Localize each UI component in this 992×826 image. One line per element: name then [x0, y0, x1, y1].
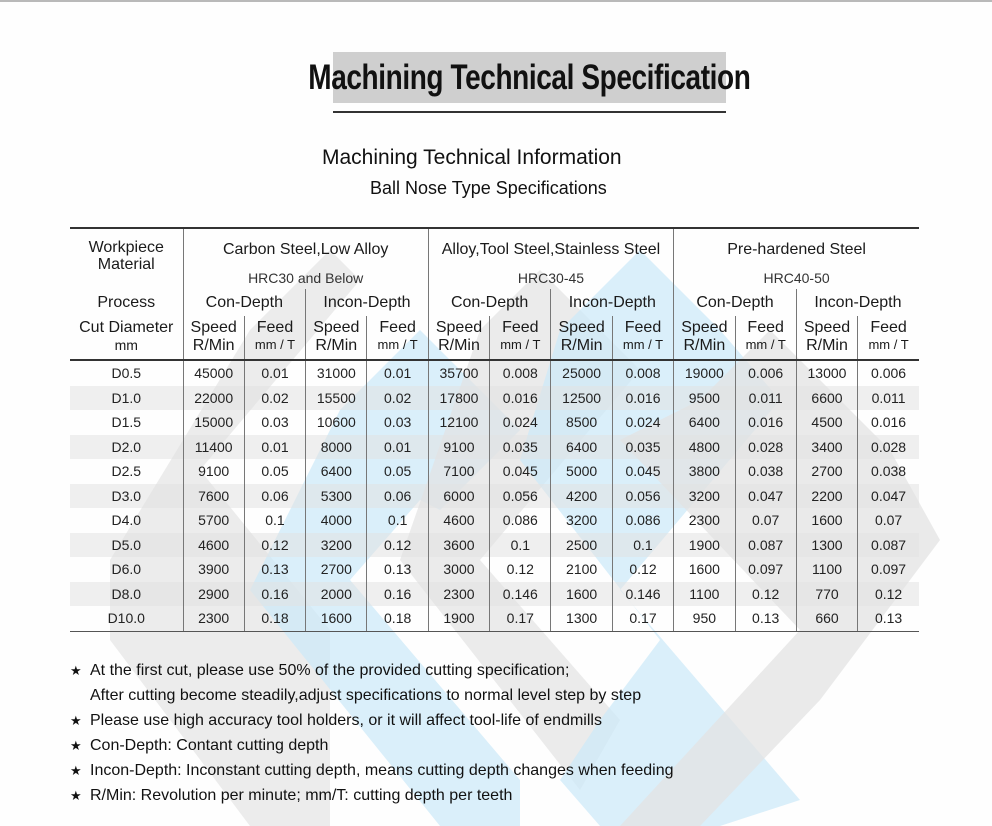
speed-cell: 950 — [674, 606, 735, 631]
speed-cell: 3400 — [796, 435, 857, 460]
feed-cell: 0.008 — [612, 360, 673, 386]
speed-unit: R/Min — [674, 337, 735, 360]
incon-depth-label: Incon-Depth — [551, 289, 674, 316]
feed-cell: 0.016 — [735, 410, 796, 435]
feed-cell: 0.06 — [244, 484, 305, 509]
speed-cell: 1600 — [674, 557, 735, 582]
speed-cell: 2300 — [183, 606, 244, 631]
note-text: Please use high accuracy tool holders, or it will affect tool-life of endmills — [90, 712, 602, 729]
feed-cell: 0.035 — [490, 435, 551, 460]
speed-cell: 17800 — [428, 386, 489, 411]
speed-cell: 1100 — [796, 557, 857, 582]
notes-list — [70, 660, 674, 810]
speed-cell: 2500 — [551, 533, 612, 558]
feed-cell: 0.047 — [735, 484, 796, 509]
feed-cell: 0.13 — [244, 557, 305, 582]
note-text: Incon-Depth: Inconstant cutting depth, means cutting depth changes when feeding — [90, 762, 674, 779]
cut-diameter-cell: D1.5 — [111, 414, 142, 431]
con-depth-label: Con-Depth — [674, 289, 797, 316]
speed-cell: 1600 — [306, 606, 367, 631]
feed-cell: 0.086 — [490, 508, 551, 533]
speed-cell: 2700 — [306, 557, 367, 582]
feed-cell: 0.06 — [367, 484, 428, 509]
speed-cell: 2700 — [796, 459, 857, 484]
material-name: Pre-hardened Steel — [674, 228, 919, 267]
hardness-row — [70, 267, 919, 289]
feed-cell: 0.13 — [367, 557, 428, 582]
feed-cell: 0.146 — [612, 582, 673, 607]
material-header-row — [70, 228, 919, 267]
feed-unit: mm / T — [490, 337, 551, 360]
incon-depth-label: Incon-Depth — [306, 289, 429, 316]
material-hardness: HRC40-50 — [674, 267, 919, 289]
table-row — [70, 386, 919, 411]
note-item — [70, 710, 674, 735]
feed-unit: mm / T — [735, 337, 796, 360]
speed-cell: 45000 — [183, 360, 244, 386]
speed-cell: 8000 — [306, 435, 367, 460]
feed-cell: 0.1 — [244, 508, 305, 533]
speed-cell: 15000 — [183, 410, 244, 435]
cut-diameter-label: Cut Diameter — [79, 319, 174, 336]
note-text: R/Min: Revolution per minute; mm/T: cutting depth per teeth — [90, 787, 513, 804]
speed-cell: 3200 — [551, 508, 612, 533]
feed-cell: 0.028 — [735, 435, 796, 460]
speed-cell: 4600 — [183, 533, 244, 558]
feed-cell: 0.03 — [367, 410, 428, 435]
speed-cell: 3900 — [183, 557, 244, 582]
feed-unit: mm / T — [858, 337, 919, 360]
speed-cell: 3000 — [428, 557, 489, 582]
note-text: Con-Depth: Contant cutting depth — [90, 737, 329, 754]
feed-cell: 0.097 — [735, 557, 796, 582]
table-row — [70, 533, 919, 558]
section-subtitle: Ball Nose Type Specifications — [370, 178, 607, 198]
speed-cell: 12500 — [551, 386, 612, 411]
spec-table-body — [70, 360, 919, 631]
feed-cell: 0.01 — [367, 360, 428, 386]
material-name: Alloy,Tool Steel,Stainless Steel — [428, 228, 673, 267]
parameter-label-row — [70, 316, 919, 337]
speed-cell: 9500 — [674, 386, 735, 411]
speed-label: Speed — [306, 316, 367, 337]
feed-label: Feed — [735, 316, 796, 337]
table-row — [70, 360, 919, 386]
feed-cell: 0.086 — [612, 508, 673, 533]
table-row — [70, 410, 919, 435]
cut-diameter-cell: D4.0 — [111, 512, 142, 529]
feed-cell: 0.016 — [612, 386, 673, 411]
feed-cell: 0.045 — [612, 459, 673, 484]
feed-cell: 0.16 — [244, 582, 305, 607]
star-bullet-icon: ★ — [70, 663, 82, 678]
feed-cell: 0.016 — [858, 410, 919, 435]
speed-unit: R/Min — [183, 337, 244, 360]
feed-cell: 0.03 — [244, 410, 305, 435]
speed-cell: 5300 — [306, 484, 367, 509]
feed-cell: 0.17 — [490, 606, 551, 631]
feed-cell: 0.035 — [612, 435, 673, 460]
speed-cell: 1300 — [551, 606, 612, 631]
feed-unit: mm / T — [612, 337, 673, 360]
feed-cell: 0.024 — [612, 410, 673, 435]
cut-diameter-cell: D3.0 — [70, 484, 183, 509]
speed-unit: R/Min — [551, 337, 612, 360]
speed-cell: 4800 — [674, 435, 735, 460]
speed-cell: 19000 — [674, 360, 735, 386]
speed-cell: 7100 — [428, 459, 489, 484]
speed-cell: 22000 — [183, 386, 244, 411]
note-text: At the first cut, please use 50% of the provided cutting specification; — [90, 662, 570, 679]
speed-cell: 3800 — [674, 459, 735, 484]
table-row — [70, 582, 919, 607]
feed-cell: 0.01 — [367, 435, 428, 460]
speed-cell: 35700 — [428, 360, 489, 386]
incon-depth-label: Incon-Depth — [796, 289, 919, 316]
speed-label: Speed — [674, 316, 735, 337]
speed-label: Speed — [183, 316, 244, 337]
speed-cell: 12100 — [428, 410, 489, 435]
feed-cell: 0.07 — [858, 508, 919, 533]
feed-cell: 0.12 — [858, 582, 919, 607]
feed-cell: 0.006 — [735, 360, 796, 386]
star-bullet-icon: ★ — [70, 763, 82, 778]
speed-cell: 2100 — [551, 557, 612, 582]
speed-cell: 31000 — [306, 360, 367, 386]
speed-label: Speed — [796, 316, 857, 337]
speed-cell: 660 — [796, 606, 857, 631]
material-hardness: HRC30-45 — [428, 267, 673, 289]
feed-cell: 0.038 — [735, 459, 796, 484]
cut-diameter-cell: D0.5 — [111, 365, 142, 382]
speed-unit: R/Min — [796, 337, 857, 360]
parameter-unit-row — [70, 337, 919, 360]
feed-cell: 0.047 — [858, 484, 919, 509]
feed-cell: 0.12 — [735, 582, 796, 607]
feed-cell: 0.18 — [244, 606, 305, 631]
cut-diameter-cell: D8.0 — [70, 582, 183, 607]
feed-cell: 0.1 — [367, 508, 428, 533]
note-item — [70, 760, 674, 785]
feed-cell: 0.008 — [490, 360, 551, 386]
table-row — [70, 435, 919, 460]
feed-unit: mm / T — [367, 337, 428, 360]
feed-cell: 0.006 — [858, 360, 919, 386]
feed-cell: 0.02 — [244, 386, 305, 411]
banner-title: Machining Technical Specification — [308, 57, 751, 97]
cut-diameter-cell: D2.5 — [111, 463, 142, 480]
feed-cell: 0.087 — [858, 533, 919, 558]
speed-unit: R/Min — [428, 337, 489, 360]
speed-cell: 2300 — [428, 582, 489, 607]
speed-cell: 3200 — [674, 484, 735, 509]
speed-cell: 3600 — [428, 533, 489, 558]
speed-cell: 770 — [796, 582, 857, 607]
speed-cell: 1600 — [796, 508, 857, 533]
feed-cell: 0.024 — [490, 410, 551, 435]
speed-cell: 7600 — [183, 484, 244, 509]
workpiece-material-label: Workpiece Material — [70, 228, 183, 289]
speed-cell: 25000 — [551, 360, 612, 386]
note-text: After cutting become steadily,adjust specifications to normal level step by step — [90, 687, 642, 704]
star-bullet-icon: ★ — [70, 788, 82, 803]
note-item — [70, 785, 674, 810]
feed-label: Feed — [490, 316, 551, 337]
feed-cell: 0.01 — [244, 360, 305, 386]
speed-cell: 6400 — [551, 435, 612, 460]
feed-cell: 0.087 — [735, 533, 796, 558]
speed-cell: 6000 — [428, 484, 489, 509]
spec-table — [70, 227, 919, 632]
speed-cell: 10600 — [306, 410, 367, 435]
speed-cell: 1600 — [551, 582, 612, 607]
speed-cell: 1900 — [428, 606, 489, 631]
speed-cell: 2900 — [183, 582, 244, 607]
speed-cell: 2300 — [674, 508, 735, 533]
speed-cell: 9100 — [428, 435, 489, 460]
feed-cell: 0.05 — [367, 459, 428, 484]
feed-cell: 0.1 — [490, 533, 551, 558]
speed-cell: 6400 — [306, 459, 367, 484]
feed-cell: 0.016 — [490, 386, 551, 411]
feed-cell: 0.18 — [367, 606, 428, 631]
feed-cell: 0.146 — [490, 582, 551, 607]
feed-cell: 0.097 — [858, 557, 919, 582]
feed-cell: 0.12 — [244, 533, 305, 558]
feed-cell: 0.011 — [735, 386, 796, 411]
table-row — [70, 557, 919, 582]
speed-cell: 1300 — [796, 533, 857, 558]
speed-cell: 11400 — [183, 435, 244, 460]
speed-cell: 2000 — [306, 582, 367, 607]
speed-cell: 8500 — [551, 410, 612, 435]
feed-cell: 0.1 — [612, 533, 673, 558]
cut-diameter-cell: D6.0 — [111, 561, 142, 578]
speed-cell: 3200 — [306, 533, 367, 558]
spec-banner — [308, 52, 751, 103]
cut-diameter-cell: D1.0 — [70, 386, 183, 411]
speed-cell: 6600 — [796, 386, 857, 411]
speed-unit: R/Min — [306, 337, 367, 360]
material-hardness: HRC30 and Below — [183, 267, 428, 289]
speed-cell: 5700 — [183, 508, 244, 533]
note-item — [70, 735, 674, 760]
speed-cell: 1100 — [674, 582, 735, 607]
feed-cell: 0.13 — [735, 606, 796, 631]
process-row — [70, 289, 919, 316]
section-title: Machining Technical Information — [322, 146, 622, 169]
star-bullet-icon: ★ — [70, 713, 82, 728]
con-depth-label: Con-Depth — [183, 289, 306, 316]
feed-cell: 0.07 — [735, 508, 796, 533]
feed-cell: 0.02 — [367, 386, 428, 411]
feed-cell: 0.16 — [367, 582, 428, 607]
feed-label: Feed — [858, 316, 919, 337]
feed-cell: 0.045 — [490, 459, 551, 484]
speed-label: Speed — [428, 316, 489, 337]
speed-cell: 13000 — [796, 360, 857, 386]
feed-cell: 0.011 — [858, 386, 919, 411]
table-row — [70, 508, 919, 533]
note-item — [70, 660, 674, 685]
speed-cell: 5000 — [551, 459, 612, 484]
table-row — [70, 484, 919, 509]
cut-diameter-cell: D10.0 — [70, 606, 183, 631]
feed-cell: 0.028 — [858, 435, 919, 460]
table-row — [70, 459, 919, 484]
feed-unit: mm / T — [244, 337, 305, 360]
speed-label: Speed — [551, 316, 612, 337]
feed-cell: 0.056 — [612, 484, 673, 509]
material-name: Carbon Steel,Low Alloy — [183, 228, 428, 267]
banner-underline — [333, 111, 726, 113]
cut-diameter-unit: mm — [70, 337, 183, 360]
speed-cell: 4200 — [551, 484, 612, 509]
feed-cell: 0.056 — [490, 484, 551, 509]
speed-cell: 4000 — [306, 508, 367, 533]
feed-cell: 0.13 — [858, 606, 919, 631]
feed-label: Feed — [612, 316, 673, 337]
table-row — [70, 606, 919, 631]
cut-diameter-cell: D2.0 — [70, 435, 183, 460]
speed-cell: 9100 — [183, 459, 244, 484]
feed-cell: 0.12 — [490, 557, 551, 582]
feed-cell: 0.01 — [244, 435, 305, 460]
speed-cell: 2200 — [796, 484, 857, 509]
con-depth-label: Con-Depth — [428, 289, 551, 316]
speed-cell: 4500 — [796, 410, 857, 435]
speed-cell: 15500 — [306, 386, 367, 411]
feed-cell: 0.05 — [244, 459, 305, 484]
feed-cell: 0.12 — [367, 533, 428, 558]
process-label: Process — [97, 293, 156, 311]
feed-cell: 0.038 — [858, 459, 919, 484]
feed-cell: 0.12 — [612, 557, 673, 582]
speed-cell: 1900 — [674, 533, 735, 558]
feed-label: Feed — [367, 316, 428, 337]
star-bullet-icon: ★ — [70, 738, 82, 753]
feed-cell: 0.17 — [612, 606, 673, 631]
feed-label: Feed — [244, 316, 305, 337]
speed-cell: 6400 — [674, 410, 735, 435]
cut-diameter-cell: D5.0 — [70, 533, 183, 558]
speed-cell: 4600 — [428, 508, 489, 533]
note-item — [70, 685, 674, 710]
